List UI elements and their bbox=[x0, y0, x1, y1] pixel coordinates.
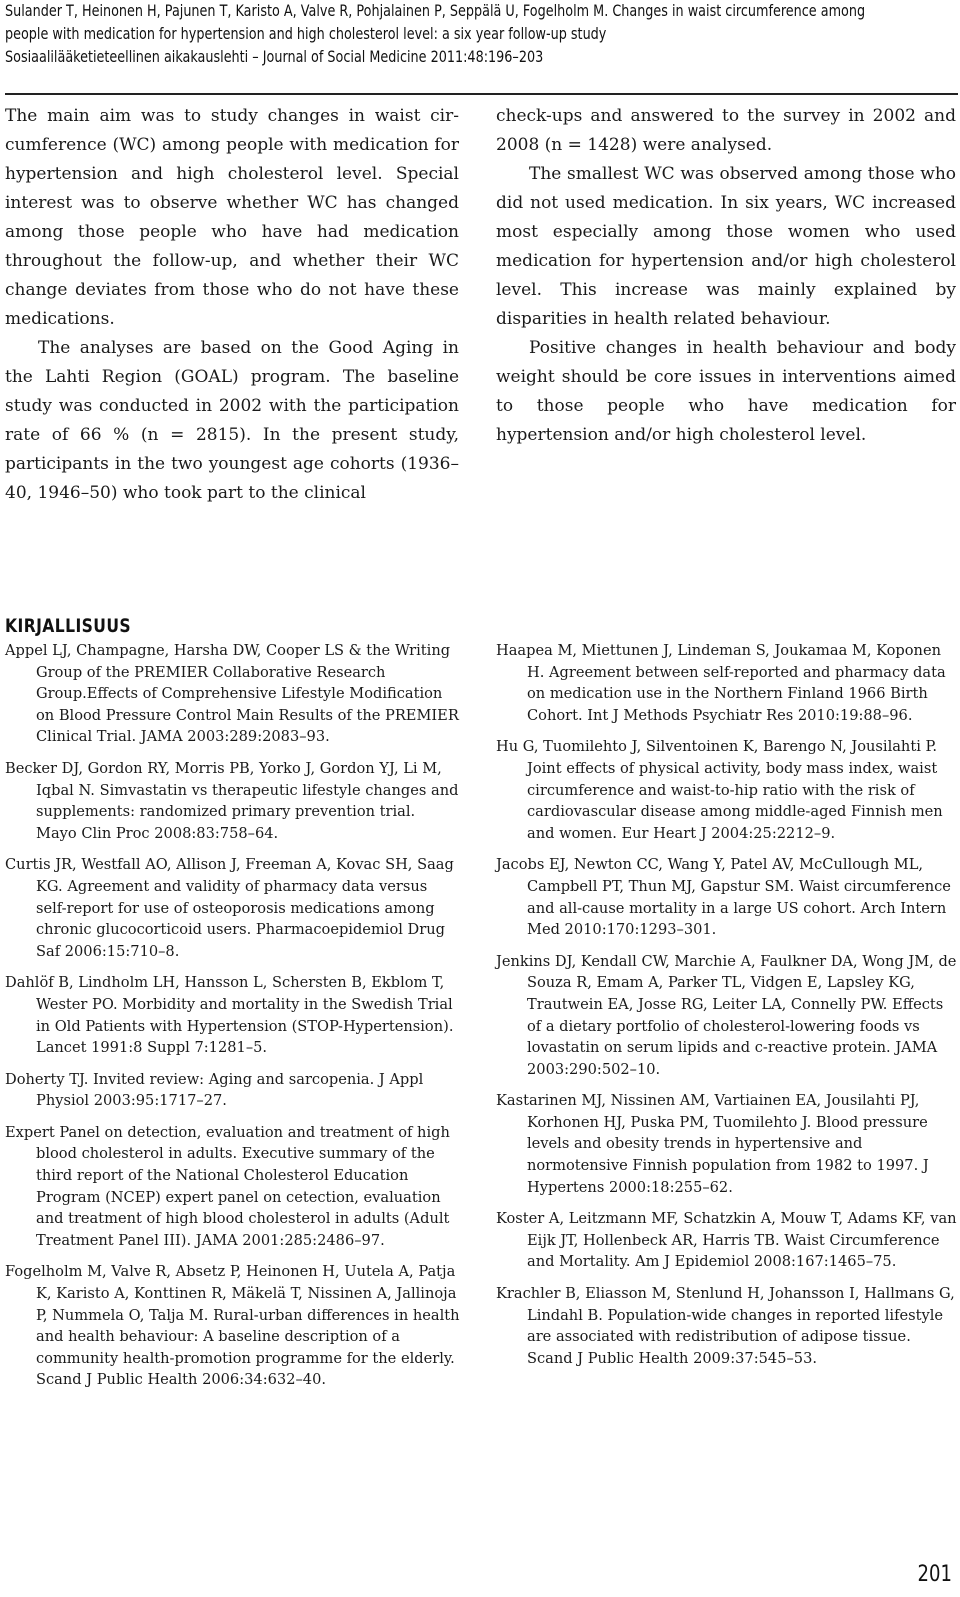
running-header bbox=[5, 0, 955, 69]
reference-item: Dahlöf B, Lindholm LH, Hansson L, Schersten B, Ekblom T, Wester PO. Morbidity and mortality in the Swedish Trial in Old Patients with Hypertension (STOP-Hypertension). Lancet 1991:8 Suppl 7:1281–5. bbox=[5, 974, 454, 1057]
reference-item: Koster A, Leitzmann MF, Schatzkin A, Mouw T, Adams KF, van Eijk JT, Hollenbeck AR, Harris TB. Waist Circumference and Mortality. Am J Epidemiol 2008:167:1465–75. bbox=[496, 1210, 957, 1271]
reference-item: Jenkins DJ, Kendall CW, Marchie A, Faulkner DA, Wong JM, de Souza R, Emam A, Parker TL, Vidgen E, Lapsley KG, Trautwein EA, Josse RG, Leiter LA, Connelly PW. Effects of a dietary portfolio of cholesterol-lowering foods vs lovastatin on serum lipids and c-reactive protein. JAMA 2003:290:502–10. bbox=[496, 952, 957, 1078]
abstract-left-column bbox=[5, 102, 459, 508]
reference-item: Becker DJ, Gordon RY, Morris PB, Yorko J, Gordon YJ, Li M, Iqbal N. Simvastatin vs therapeutic lifestyle changes and supplements: randomized primary prevention trial. Mayo Clin Proc 2008:83:758–64. bbox=[5, 759, 459, 842]
references-left-column bbox=[5, 640, 460, 1401]
abstract-paragraph: check-ups and answered to the survey in 2002 and 2008 (n = 1428) were analysed. bbox=[496, 106, 956, 155]
abstract-right-column bbox=[496, 102, 956, 450]
abstract-paragraph: The smallest WC was observed among those who did not used medication. In six years, WC increased most especially among those women who used medication for hypertension and/or high cholesterol level. This increase was mainly explained by disparities in health related behaviour. bbox=[496, 164, 956, 329]
reference-item: Jacobs EJ, Newton CC, Wang Y, Patel AV, McCullough ML, Campbell PT, Thun MJ, Gapstur SM. Waist circumference and all-cause mortality in a large US cohort. Arch Intern Med 2010:170:1293–301. bbox=[496, 856, 951, 939]
reference-item: Curtis JR, Westfall AO, Allison J, Freeman A, Kovac SH, Saag KG. Agreement and validity of pharmacy data versus self-report for use of osteoporosis medications among chronic glucocorticoid users. Pharmacoepidemiol Drug Saf 2006:15:710–8. bbox=[5, 856, 454, 960]
references-heading: KIRJALLISUUS bbox=[5, 615, 132, 637]
reference-item: Hu G, Tuomilehto J, Silventoinen K, Barengo N, Jousilahti P. Joint effects of physical activity, body mass index, waist circumference and waist-to-hip ratio with the risk of cardiovascular disease among middle-aged Finnish men and women. Eur Heart J 2004:25:2212–9. bbox=[496, 738, 943, 842]
reference-item: Appel LJ, Champagne, Harsha DW, Cooper LS & the Writing Group of the PREMIER Collaborative Research Group.Effects of Comprehensive Lifestyle Modification on Blood Pressure Control Main Results of the PREMIER Clinical Trial. JAMA 2003:289:2083–93. bbox=[5, 642, 459, 746]
abstract-paragraph: Positive changes in health behaviour and body weight should be core issues in interventions aimed to those people who have medication for hypertension and/or high cholesterol level. bbox=[496, 338, 956, 445]
reference-item: Krachler B, Eliasson M, Stenlund H, Johansson I, Hallmans G, Lindahl B. Population-wide changes in reported lifestyle are associated with redistribution of adipose tissue. Scand J Public Health 2009:37:545–53. bbox=[496, 1285, 955, 1367]
reference-item: Expert Panel on detection, evaluation and treatment of high blood cholesterol in adults. Executive summary of the third report of the National Cholesterol Education Program (NCEP) expert panel on cetection, evaluation and treatment of high blood cholesterol in adults (Adult Treatment Panel III). JAMA 2001:285:2486–97. bbox=[5, 1123, 450, 1249]
reference-item: Fogelholm M, Valve R, Absetz P, Heinonen H, Uutela A, Patja K, Karisto A, Konttinen R, Mäkelä T, Nissinen A, Jallinoja P, Nummela O, Talja M. Rural-urban differences in health and health behaviour: A baseline description of a community health-promotion programme for the elderly. Scand J Public Health 2006:34:632–40. bbox=[5, 1263, 460, 1389]
reference-item: Doherty TJ. Invited review: Aging and sarcopenia. J Appl Physiol 2003:95:1717–27. bbox=[5, 1070, 424, 1110]
header-journal-line: Sosiaalilääketieteellinen aikakauslehti – Journal of Social Medicine 2011:48:196–203 bbox=[5, 48, 544, 66]
references-right-column bbox=[496, 640, 958, 1379]
reference-item: Kastarinen MJ, Nissinen AM, Vartiainen EA, Jousilahti PJ, Korhonen HJ, Puska PM, Tuomilehto J. Blood pressure levels and obesity trends in hypertensive and normotensive Finnish population from 1982 to 1997. J Hypertens 2000:18:255–62. bbox=[496, 1092, 929, 1196]
abstract-paragraph: The analyses are based on the Good Aging in the Lahti Region (GOAL) program. The baseline study was conducted in 2002 with the participation rate of 66 % (n = 2815). In the present study, participants in the two youngest age cohorts (1936–40, 1946–50) who took part to the clinical bbox=[5, 338, 459, 503]
reference-item: Haapea M, Miettunen J, Lindeman S, Joukamaa M, Koponen H. Agreement between self-reported and pharmacy data on medication use in the Northern Finland 1966 Birth Cohort. Int J Methods Psychiatr Res 2010:19:88–96. bbox=[496, 642, 946, 724]
header-rule bbox=[5, 93, 958, 95]
header-citation-line-1: Sulander T, Heinonen H, Pajunen T, Karisto A, Valve R, Pohjalainen P, Seppälä U, Fogelholm M. Changes in waist circumference among bbox=[5, 2, 866, 20]
header-citation-line-2: people with medication for hypertension and high cholesterol level: a six year follow-up study bbox=[5, 25, 607, 43]
page-number: 201 bbox=[917, 1562, 952, 1587]
abstract-paragraph: The main aim was to study changes in waist circumference (WC) among people with medication for hypertension and high cholesterol level. Special interest was to observe whether WC has changed among those people who have had medication throughout the follow-up, and whether their WC change deviates from those who do not have these medications. bbox=[5, 106, 459, 329]
